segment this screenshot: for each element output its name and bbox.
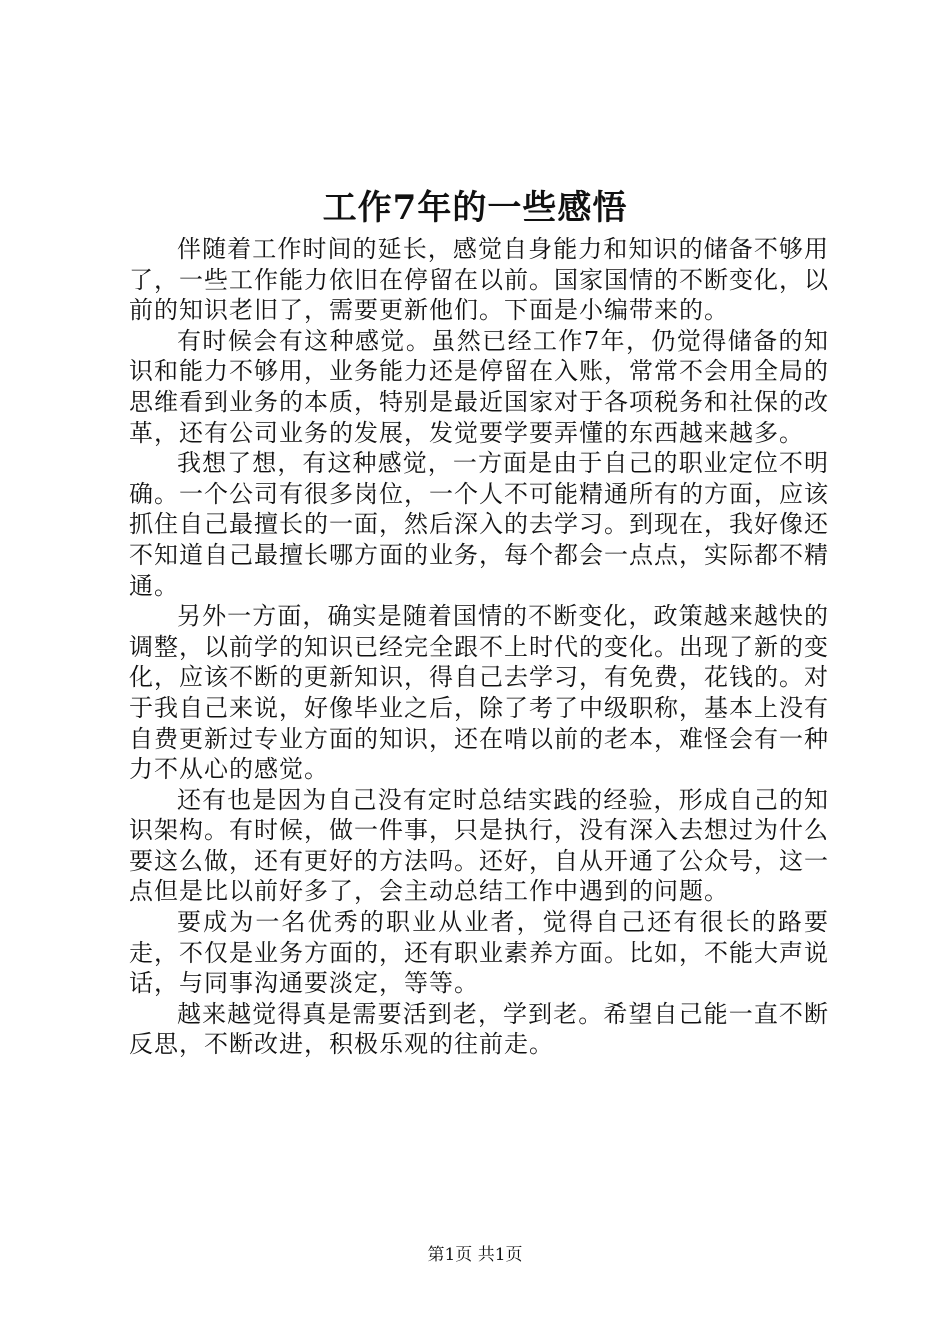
paragraph: 我想了想，有这种感觉，一方面是由于自己的职业定位不明确。一个公司有很多岗位，一个人不可能精通所有的方面，应该抓住自己最擅长的一面，然后深入的去学习。到现在，我好像还不知道自己最擅长哪方面的业务，每个都会一点点，实际都不精通。 <box>129 449 829 600</box>
page-number-footer: 第1页 共1页 <box>427 1245 523 1265</box>
paragraph: 还有也是因为自己没有定时总结实践的经验，形成自己的知识架构。有时候，做一件事，只是执行，没有深入去想过为什么要这么做，还有更好的方法吗。还好，自从开通了公众号，这一点但是比以前好多了，会主动总结工作中遇到的问题。 <box>129 785 829 906</box>
paragraph: 伴随着工作时间的延长，感觉自身能力和知识的储备不够用了，一些工作能力依旧在停留在以前。国家国情的不断变化，以前的知识老旧了，需要更新他们。下面是小编带来的。 <box>129 235 829 325</box>
paragraph: 要成为一名优秀的职业从业者，觉得自己还有很长的路要走，不仅是业务方面的，还有职业素养方面。比如，不能大声说话，与同事沟通要淡定，等等。 <box>129 908 829 998</box>
document-body <box>129 234 829 1060</box>
document-title: 工作7年的一些感悟 <box>322 188 628 228</box>
paragraph: 另外一方面，确实是随着国情的不断变化，政策越来越快的调整，以前学的知识已经完全跟不上时代的变化。出现了新的变化，应该不断的更新知识，得自己去学习，有免费，花钱的。对于我自己来说，好像毕业之后，除了考了中级职称，基本上没有自费更新过专业方面的知识，还在啃以前的老本，难怪会有一种力不从心的感觉。 <box>129 602 829 784</box>
paragraph: 有时候会有这种感觉。虽然已经工作7年，仍觉得储备的知识和能力不够用，业务能力还是停留在入账，常常不会用全局的思维看到业务的本质，特别是最近国家对于各项税务和社保的改革，还有公司业务的发展，发觉要学要弄懂的东西越来越多。 <box>129 326 829 447</box>
paragraph: 越来越觉得真是需要活到老，学到老。希望自己能一直不断反思，不断改进，积极乐观的往前走。 <box>129 999 829 1059</box>
